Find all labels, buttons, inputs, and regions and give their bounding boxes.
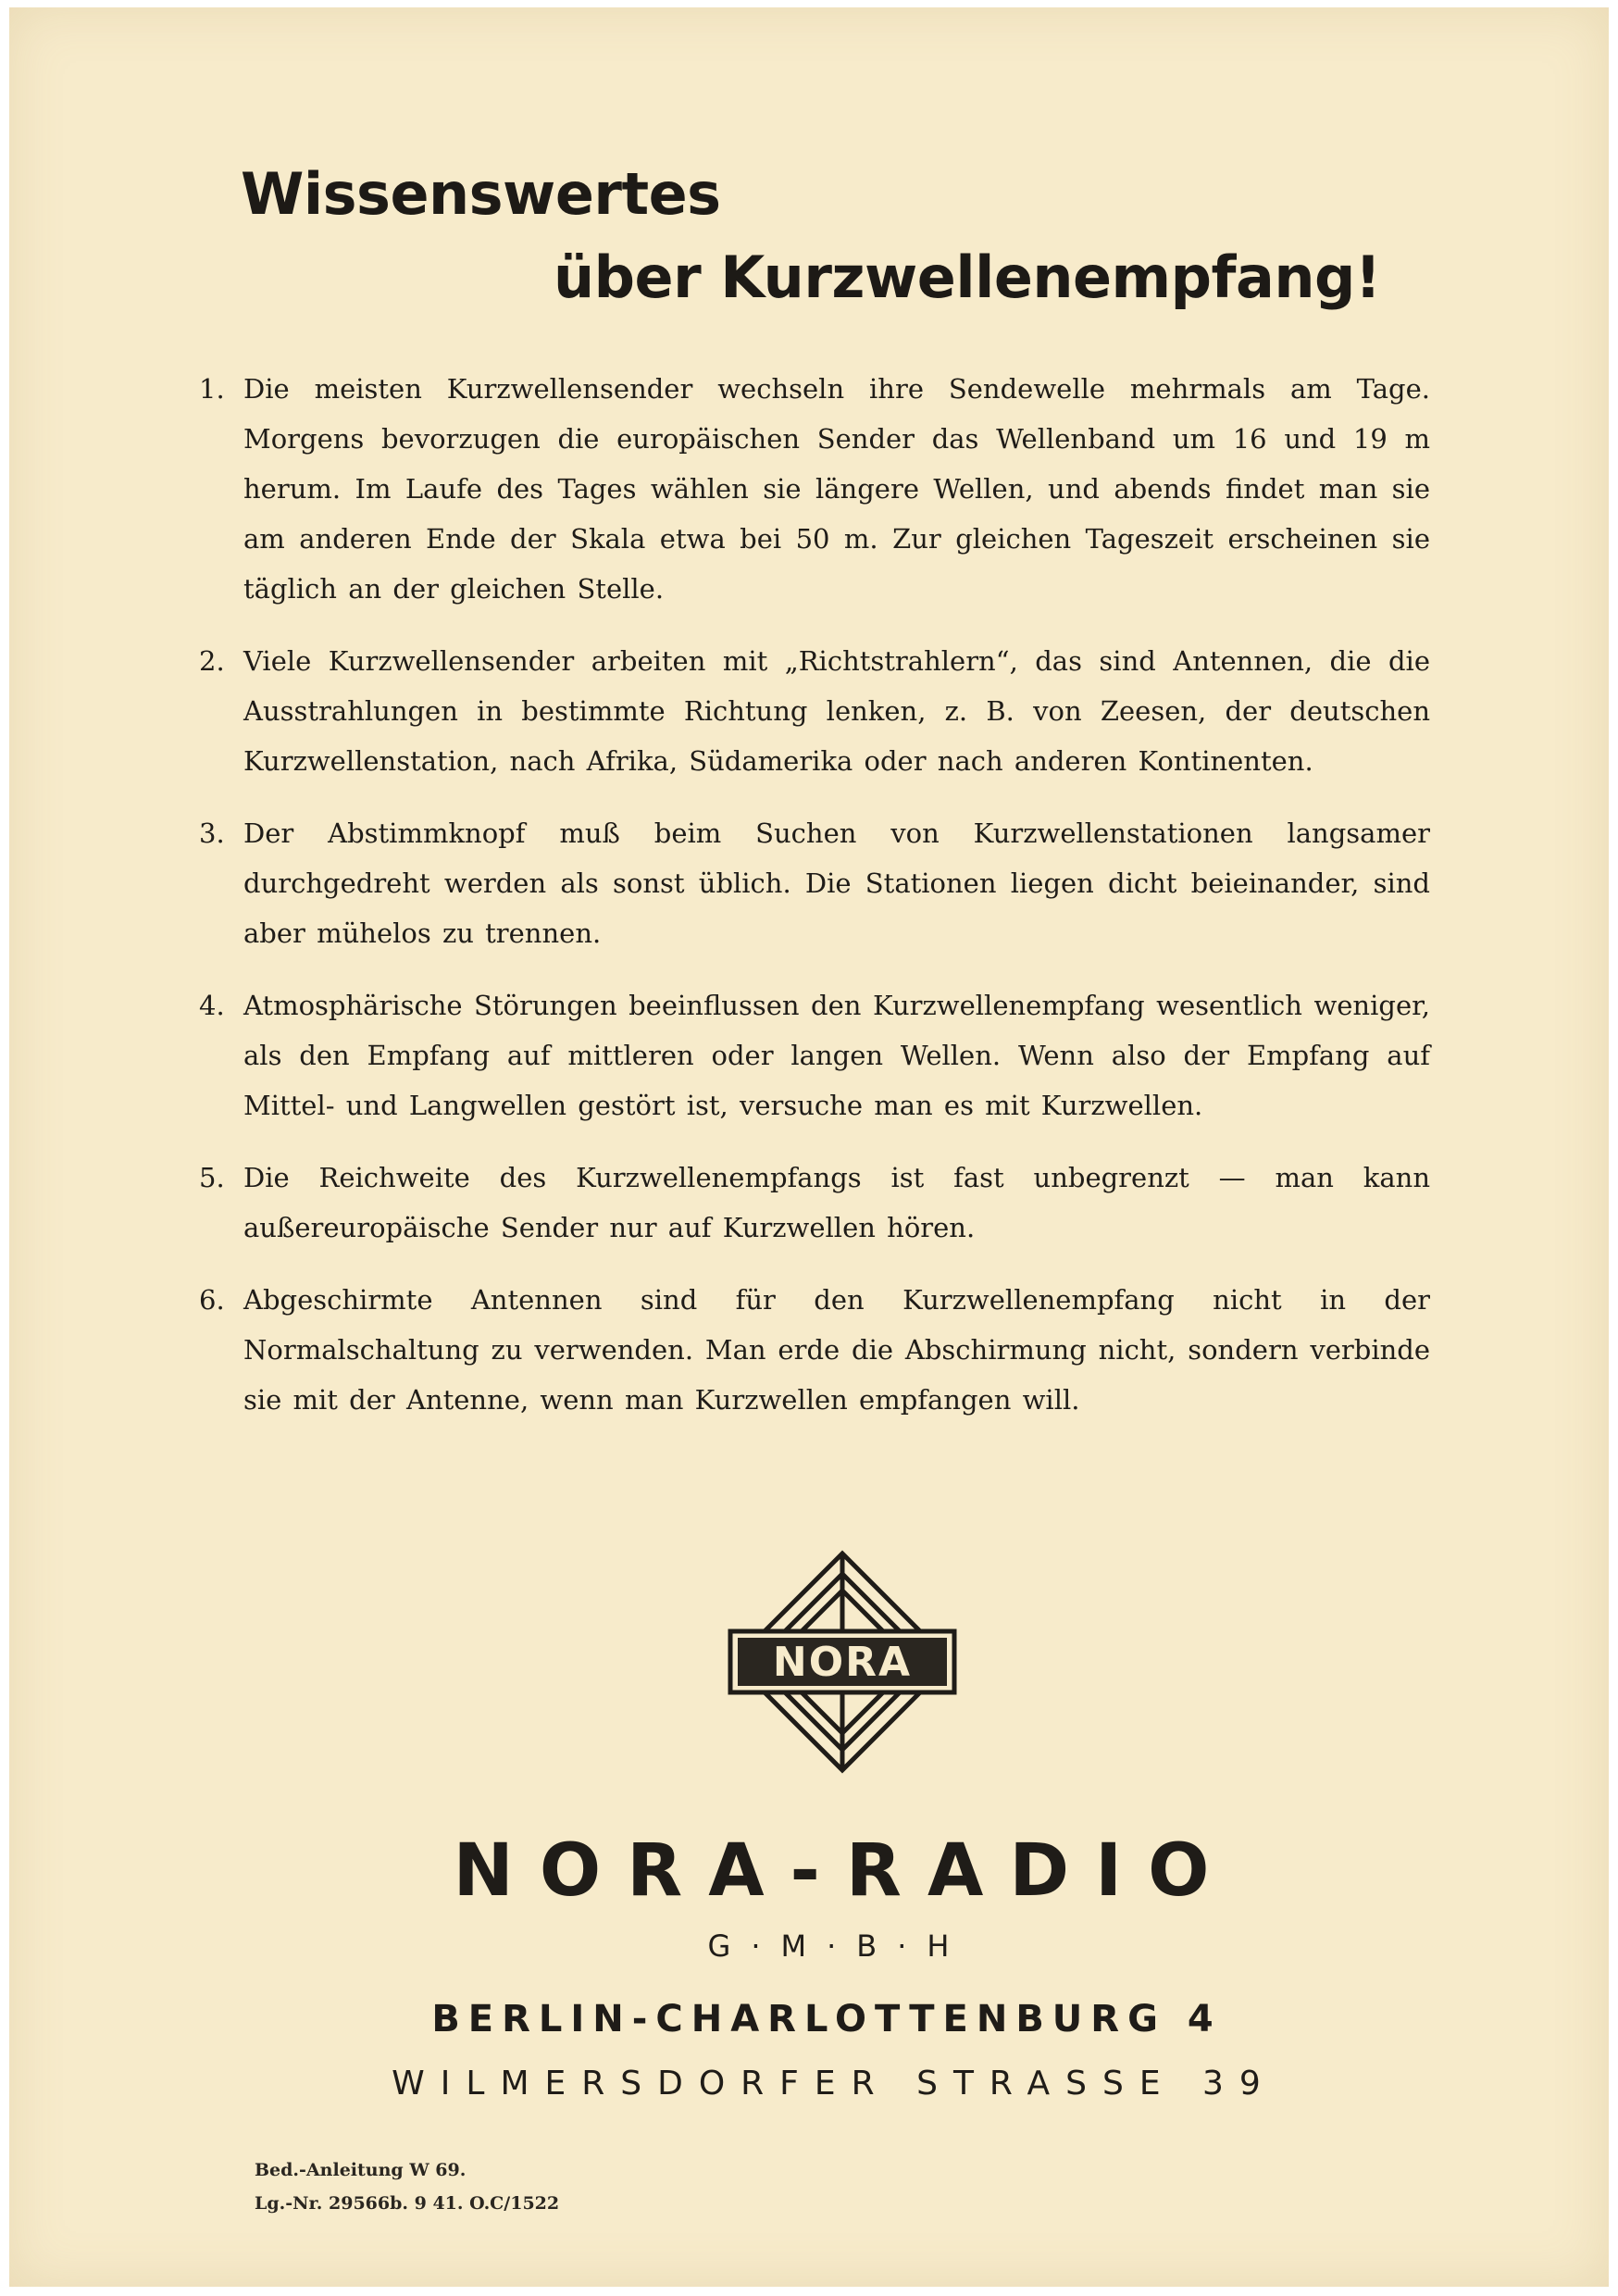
nora-diamond-logo-icon — [727, 1546, 958, 1778]
title-line-1: Wissenswertes — [241, 160, 721, 228]
item-number: 2. — [199, 645, 225, 677]
item-number: 5. — [199, 1162, 225, 1193]
list-item-2 — [199, 636, 1430, 786]
item-number: 6. — [199, 1284, 225, 1316]
company-name: NORA-RADIO — [453, 1829, 1236, 1913]
company-city: BERLIN-CHARLOTTENBURG 4 — [431, 1998, 1222, 2040]
item-text: Die Reichweite des Kurzwellenempfangs ist fast unbegrenzt — man kann außereuropäische Sender nur auf Kurzwellen hören. — [243, 1162, 1430, 1243]
item-text: Die meisten Kurzwellensender wechseln ihre Sendewelle mehrmals am Tage. Morgens bevorzugen die europäischen Sender das Wellenband um 16 und 19 m herum. Im Laufe des Tages wählen sie längere Wellen, und abends findet man sie am anderen Ende der Skala etwa bei 50 m. Zur gleichen Tageszeit erscheinen sie täglich an der gleichen Stelle. — [243, 373, 1430, 605]
list-item-4 — [199, 980, 1430, 1130]
company-legal-form: G·M·B·H — [707, 1928, 970, 1964]
manual-reference: Bed.-Anleitung W 69. — [255, 2160, 467, 2180]
item-number: 3. — [199, 817, 225, 849]
company-street: WILMERSDORFER STRASSE 39 — [392, 2065, 1276, 2103]
item-text: Viele Kurzwellensender arbeiten mit „Richtstrahlern“, das sind Antennen, die die Ausstrahlungen in bestimmte Richtung lenken, z. B. von Zeesen, der deutschen Kurzwellenstation, nach Afrika, Südamerika oder nach anderen Kontinenten. — [243, 645, 1430, 777]
item-text: Abgeschirmte Antennen sind für den Kurzwellenempfang nicht in der Normalschaltung zu verwenden. Man erde die Abschirmung nicht, sondern verbinde sie mit der Antenne, wenn man Kurzwellen empfangen will. — [243, 1284, 1430, 1416]
tips-list — [199, 364, 1430, 1447]
list-item-3 — [199, 808, 1430, 958]
item-text: Der Abstimmknopf muß beim Suchen von Kurzwellenstationen langsamer durchgedreht werden als sonst üblich. Die Stationen liegen dicht beieinander, sind aber mühelos zu trennen. — [243, 817, 1430, 949]
list-item-5 — [199, 1153, 1430, 1253]
item-number: 4. — [199, 990, 225, 1021]
list-item-1 — [199, 364, 1430, 614]
item-number: 1. — [199, 373, 225, 405]
order-number: Lg.-Nr. 29566b. 9 41. O.C/1522 — [255, 2193, 560, 2214]
item-text: Atmosphärische Störungen beeinflussen den Kurzwellenempfang wesentlich weniger, als den Empfang auf mittleren oder langen Wellen. Wenn also der Empfang auf Mittel- und Langwellen gestört ist, versuche man es mit Kurzwellen. — [243, 990, 1430, 1121]
logo-text: NORA — [772, 1639, 913, 1686]
list-item-6 — [199, 1275, 1430, 1425]
paper-sheet — [9, 7, 1609, 2287]
title-line-2: über Kurzwellenempfang! — [554, 243, 1381, 311]
